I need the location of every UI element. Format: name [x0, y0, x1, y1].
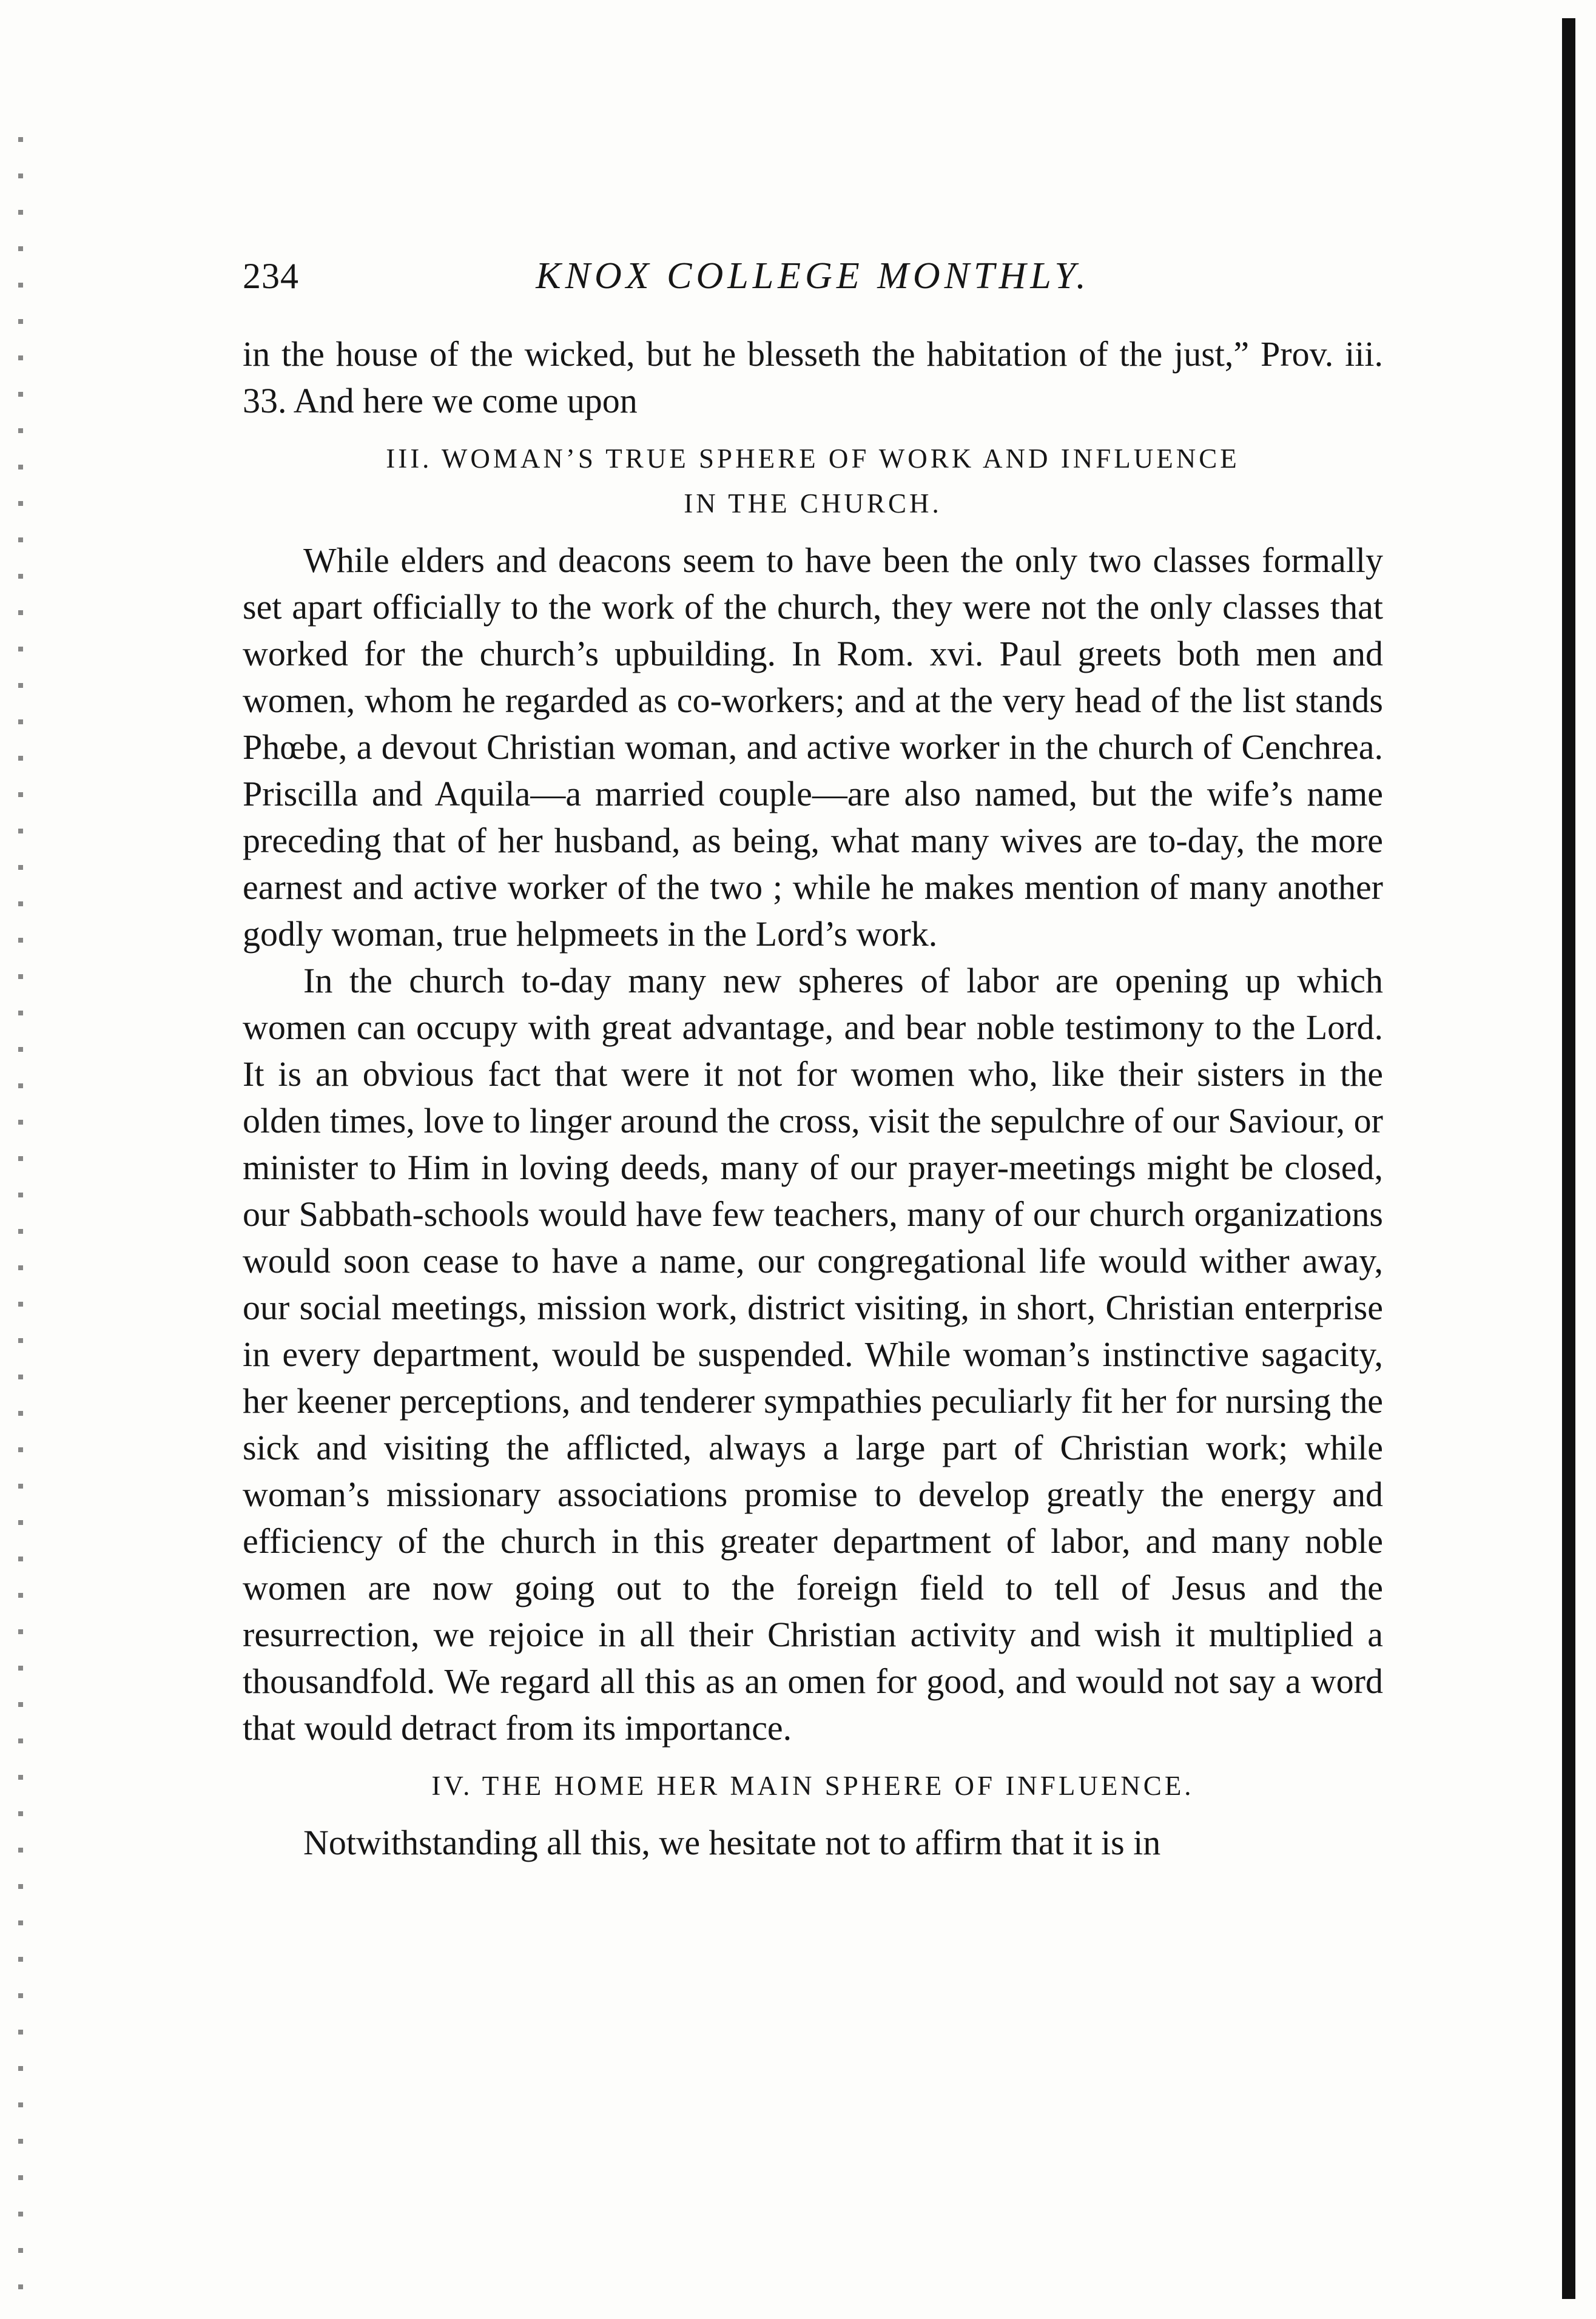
scan-edge-left — [0, 121, 36, 2305]
section-heading-iii — [243, 436, 1383, 526]
paragraph-continued: in the house of the wicked, but he blesseth the habitation of the just,” Prov. iii. 33. And here we come upon — [243, 334, 1383, 420]
running-head — [243, 249, 1383, 303]
section-heading-iv — [243, 1763, 1383, 1808]
page-number: 234 — [243, 256, 299, 296]
section-heading-iv-line1: IV. THE HOME HER MAIN SPHERE OF INFLUENCE. — [431, 1771, 1194, 1801]
paragraph: Notwithstanding all this, we hesitate not to affirm that it is in — [303, 1823, 1161, 1862]
journal-title: KNOX COLLEGE MONTHLY. — [536, 255, 1090, 297]
section-heading-iii-line2: IN THE CHURCH. — [684, 488, 942, 519]
scan-edge-right — [1562, 18, 1575, 2299]
paragraph: While elders and deacons seem to have been the only two classes formally set apart officially to the work of the church, they were not the only classes that worked for the church’s upbuilding. In Rom. xvi. Paul greets both men and women, whom he regarded as co-workers; and at the very head of the list stands Phœbe, a devout Christian woman, and active worker in the church of Cenchrea. Priscilla and Aquila—a married couple—are also named, but the wife’s name preceding that of her husband, as being, what many wives are to-day, the more earnest and active worker of the two ; while he makes mention of many another godly woman, true helpmeets in the Lord’s work. — [243, 540, 1383, 954]
paragraph: In the church to-day many new spheres of labor are opening up which women can occupy with great advantage, and bear noble testimony to the Lord. It is an obvious fact that were it not for women who, like their sisters in the olden times, love to linger around the cross, visit the sepulchre of our Saviour, or minister to Him in loving deeds, many of our prayer-meetings might be closed, our Sabbath-schools would have few teachers, many of our church organizations would soon cease to have a name, our congregational life would wither away, our social meetings, mission work, district visiting, in short, Christian enterprise in every department, would be suspended. While woman’s instinctive sagacity, her keener perceptions, and tenderer sympathies peculiarly fit her for nursing the sick and visiting the afflicted, always a large part of Christian work; while woman’s missionary associations promise to develop greatly the energy and efficiency of the church in this greater department of labor, and many noble women are now going out to the foreign field to tell of Jesus and the resurrection, we rejoice in all their Christian activity and wish it multiplied a thousandfold. We regard all this as an omen for good, and would not say a word that would detract from its importance. — [243, 961, 1383, 1748]
section-heading-iii-line1: III. WOMAN’S TRUE SPHERE OF WORK AND INFLUENCE — [386, 443, 1240, 474]
body-text — [243, 331, 1383, 1866]
